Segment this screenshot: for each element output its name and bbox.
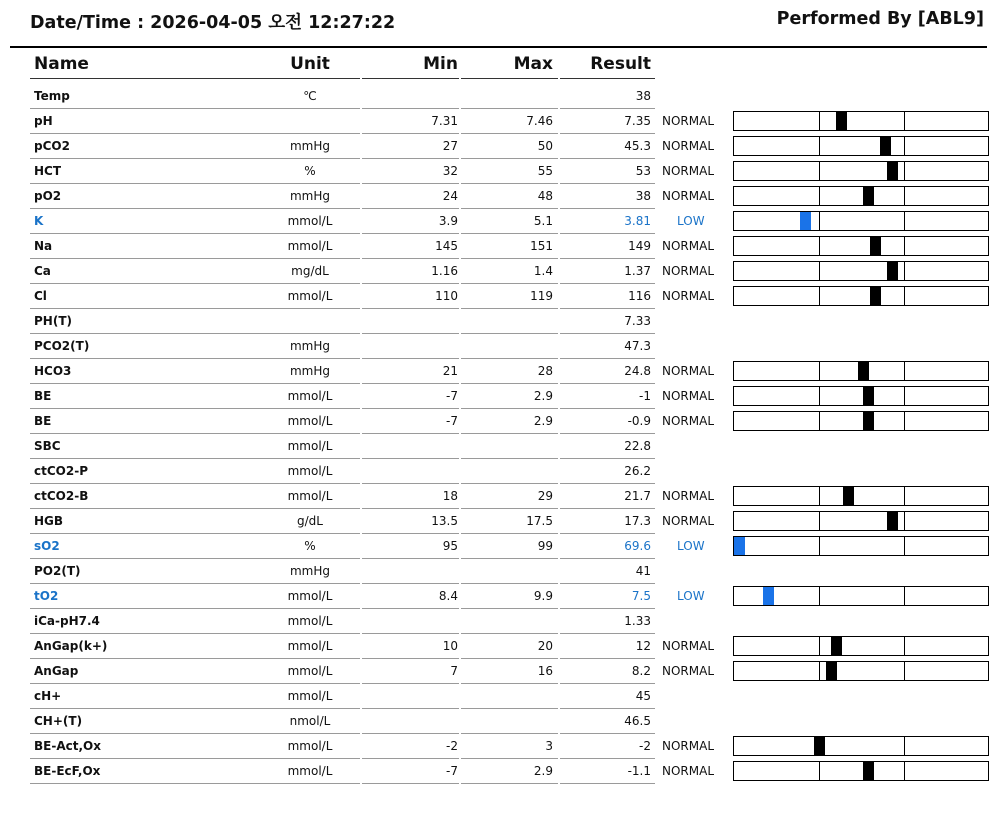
row-unit: mmol/L — [287, 214, 333, 228]
row-unit: mmHg — [289, 564, 331, 578]
row-unit: mmol/L — [287, 239, 333, 253]
range-gauge — [733, 486, 989, 506]
gauge-divider — [819, 112, 820, 130]
gauge-divider — [904, 512, 905, 530]
row-name: Na — [34, 239, 53, 253]
row-unit: mmol/L — [287, 614, 333, 628]
gauge-marker — [870, 237, 881, 255]
row-max: 2.9 — [533, 764, 553, 778]
range-gauge — [733, 236, 989, 256]
row-name: PH(T) — [34, 314, 72, 328]
row-status: NORMAL — [662, 489, 715, 503]
row-result: 45 — [635, 689, 651, 703]
row-result: 1.37 — [624, 264, 651, 278]
row-name: BE — [34, 389, 52, 403]
row-unit: mmHg — [289, 189, 331, 203]
row-status: NORMAL — [662, 764, 715, 778]
row-unit: mmHg — [289, 139, 331, 153]
table-row — [0, 334, 1000, 359]
row-unit: mmol/L — [287, 689, 333, 703]
row-unit: g/dL — [297, 514, 323, 528]
gauge-marker — [863, 187, 874, 205]
gauge-marker — [831, 637, 842, 655]
row-status: NORMAL — [662, 139, 715, 153]
gauge-divider — [904, 237, 905, 255]
range-gauge — [733, 111, 989, 131]
row-min: 145 — [435, 239, 458, 253]
row-max: 7.46 — [526, 114, 553, 128]
row-name: iCa-pH7.4 — [34, 614, 100, 628]
gauge-divider — [904, 587, 905, 605]
table-row — [0, 109, 1000, 134]
table-row — [0, 709, 1000, 734]
row-max: 119 — [530, 289, 553, 303]
gauge-divider — [819, 237, 820, 255]
row-max: 3 — [545, 739, 553, 753]
gauge-divider — [819, 662, 820, 680]
gauge-divider — [819, 387, 820, 405]
gauge-divider — [904, 262, 905, 280]
row-result: 17.3 — [624, 514, 651, 528]
gauge-divider — [819, 362, 820, 380]
row-max: 151 — [530, 239, 553, 253]
column-header-name: Name — [34, 54, 89, 74]
row-name: AnGap(k+) — [34, 639, 108, 653]
gauge-divider — [819, 412, 820, 430]
range-gauge — [733, 736, 989, 756]
report-header — [0, 0, 1000, 46]
row-name: BE — [34, 414, 52, 428]
row-status: NORMAL — [662, 514, 715, 528]
row-min: 1.16 — [431, 264, 458, 278]
gauge-divider — [819, 487, 820, 505]
table-row — [0, 259, 1000, 284]
table-row — [0, 484, 1000, 509]
row-unit: mmol/L — [287, 414, 333, 428]
table-row — [0, 359, 1000, 384]
table-row — [0, 434, 1000, 459]
row-status: NORMAL — [662, 264, 715, 278]
gauge-divider — [819, 162, 820, 180]
gauge-divider — [904, 287, 905, 305]
row-name: tO2 — [34, 589, 59, 603]
table-row — [0, 134, 1000, 159]
gauge-divider — [904, 537, 905, 555]
row-result: 3.81 — [624, 214, 651, 228]
row-unit: mmol/L — [287, 389, 333, 403]
row-min: 7 — [450, 664, 458, 678]
row-max: 9.9 — [533, 589, 553, 603]
gauge-marker — [763, 587, 774, 605]
gauge-divider — [819, 287, 820, 305]
row-name: BE-Act,Ox — [34, 739, 101, 753]
row-status: NORMAL — [662, 289, 715, 303]
row-result: 69.6 — [624, 539, 651, 553]
row-max: 2.9 — [533, 389, 553, 403]
row-name: HCO3 — [34, 364, 72, 378]
gauge-divider — [819, 537, 820, 555]
row-min: 10 — [442, 639, 458, 653]
gauge-divider — [819, 762, 820, 780]
gauge-divider — [904, 137, 905, 155]
gauge-divider — [819, 512, 820, 530]
table-row — [0, 309, 1000, 334]
gauge-marker — [826, 662, 837, 680]
table-row — [0, 409, 1000, 434]
row-result: 24.8 — [624, 364, 651, 378]
gauge-marker — [863, 412, 874, 430]
row-unit: mmol/L — [287, 639, 333, 653]
row-unit: mmol/L — [287, 439, 333, 453]
row-name: K — [34, 214, 44, 228]
gauge-divider — [819, 637, 820, 655]
gauge-divider — [904, 212, 905, 230]
row-unit: mg/dL — [291, 264, 329, 278]
column-header-max: Max — [513, 54, 553, 74]
gauge-marker — [734, 537, 745, 555]
column-header-unit: Unit — [290, 54, 330, 74]
row-min: -2 — [446, 739, 458, 753]
gauge-divider — [819, 212, 820, 230]
row-result: 26.2 — [624, 464, 651, 478]
row-status: NORMAL — [662, 739, 715, 753]
row-min: 18 — [442, 489, 458, 503]
row-max: 48 — [537, 189, 553, 203]
row-result: 38 — [635, 89, 651, 103]
range-gauge — [733, 211, 989, 231]
row-min: 8.4 — [438, 589, 458, 603]
row-result: 12 — [635, 639, 651, 653]
range-gauge — [733, 261, 989, 281]
gauge-marker — [843, 487, 854, 505]
table-row — [0, 159, 1000, 184]
range-gauge — [733, 286, 989, 306]
row-max: 20 — [537, 639, 553, 653]
range-gauge — [733, 161, 989, 181]
gauge-marker — [858, 362, 869, 380]
row-result: 41 — [635, 564, 651, 578]
table-row — [0, 459, 1000, 484]
row-max: 2.9 — [533, 414, 553, 428]
row-unit: mmol/L — [287, 289, 333, 303]
gauge-marker — [836, 112, 847, 130]
row-status: NORMAL — [662, 239, 715, 253]
gauge-marker — [887, 162, 898, 180]
row-result: 47.3 — [624, 339, 651, 353]
range-gauge — [733, 386, 989, 406]
row-unit: mmol/L — [287, 589, 333, 603]
range-gauge — [733, 586, 989, 606]
row-min: 3.9 — [438, 214, 458, 228]
row-max: 99 — [537, 539, 553, 553]
row-name: PCO2(T) — [34, 339, 90, 353]
row-name: Temp — [34, 89, 70, 103]
row-unit: % — [304, 539, 316, 553]
table-row — [0, 659, 1000, 684]
row-unit: mmol/L — [287, 764, 333, 778]
gauge-divider — [904, 187, 905, 205]
row-result: 8.2 — [631, 664, 651, 678]
row-result: 149 — [628, 239, 651, 253]
row-min: 110 — [435, 289, 458, 303]
row-min: 13.5 — [431, 514, 458, 528]
gauge-divider — [904, 762, 905, 780]
row-unit: % — [304, 164, 316, 178]
row-min: 32 — [442, 164, 458, 178]
row-result: 1.33 — [624, 614, 651, 628]
row-unit: mmol/L — [287, 739, 333, 753]
range-gauge — [733, 636, 989, 656]
row-min: -7 — [446, 389, 458, 403]
table-row — [0, 684, 1000, 709]
row-result: 22.8 — [624, 439, 651, 453]
row-name: PO2(T) — [34, 564, 81, 578]
row-result: 7.33 — [624, 314, 651, 328]
gauge-divider — [904, 637, 905, 655]
range-gauge — [733, 761, 989, 781]
row-result: 7.35 — [624, 114, 651, 128]
row-status: NORMAL — [662, 164, 715, 178]
table-row — [0, 209, 1000, 234]
gauge-divider — [904, 487, 905, 505]
row-result: -1.1 — [627, 764, 651, 778]
range-gauge — [733, 661, 989, 681]
row-name: Cl — [34, 289, 47, 303]
row-min: 24 — [442, 189, 458, 203]
row-name: CH+(T) — [34, 714, 83, 728]
row-max: 17.5 — [526, 514, 553, 528]
table-row — [0, 534, 1000, 559]
row-max: 1.4 — [533, 264, 553, 278]
row-status: NORMAL — [662, 639, 715, 653]
row-name: ctCO2-B — [34, 489, 89, 503]
row-divider — [560, 783, 655, 784]
row-result: 53 — [635, 164, 651, 178]
row-name: cH+ — [34, 689, 62, 703]
table-row — [0, 84, 1000, 109]
performed-by-label: Performed By [ABL9] — [776, 9, 984, 29]
row-name: SBC — [34, 439, 61, 453]
row-max: 55 — [537, 164, 553, 178]
header-underline-min — [362, 78, 459, 79]
row-name: pCO2 — [34, 139, 70, 153]
gauge-marker — [887, 262, 898, 280]
table-row — [0, 284, 1000, 309]
row-status: NORMAL — [662, 414, 715, 428]
header-divider — [10, 46, 987, 48]
row-unit: ℃ — [303, 89, 317, 103]
gauge-marker — [863, 762, 874, 780]
gauge-marker — [800, 212, 811, 230]
gauge-divider — [819, 587, 820, 605]
row-status: NORMAL — [662, 389, 715, 403]
row-status: LOW — [677, 214, 705, 228]
row-status: NORMAL — [662, 364, 715, 378]
gauge-divider — [904, 737, 905, 755]
row-name: AnGap — [34, 664, 79, 678]
row-min: 7.31 — [431, 114, 458, 128]
table-row — [0, 759, 1000, 784]
row-name: pH — [34, 114, 53, 128]
table-row — [0, 234, 1000, 259]
table-row — [0, 384, 1000, 409]
gauge-marker — [814, 737, 825, 755]
row-max: 16 — [537, 664, 553, 678]
row-max: 5.1 — [533, 214, 553, 228]
row-name: ctCO2-P — [34, 464, 88, 478]
table-row — [0, 584, 1000, 609]
row-result: 38 — [635, 189, 651, 203]
row-result: 7.5 — [631, 589, 651, 603]
table-row — [0, 184, 1000, 209]
row-result: -1 — [639, 389, 651, 403]
header-underline-result — [560, 78, 655, 79]
column-header-result: Result — [590, 54, 651, 74]
header-underline-max — [461, 78, 558, 79]
row-divider — [30, 783, 360, 784]
gauge-marker — [880, 137, 891, 155]
table-row — [0, 634, 1000, 659]
row-result: -2 — [639, 739, 651, 753]
table-header — [0, 50, 1000, 80]
row-min: -7 — [446, 764, 458, 778]
row-unit: mmHg — [289, 364, 331, 378]
row-status: LOW — [677, 539, 705, 553]
table-row — [0, 559, 1000, 584]
table-row — [0, 509, 1000, 534]
row-unit: mmHg — [289, 339, 331, 353]
row-max: 50 — [537, 139, 553, 153]
gauge-divider — [904, 412, 905, 430]
row-divider — [362, 783, 459, 784]
range-gauge — [733, 361, 989, 381]
range-gauge — [733, 186, 989, 206]
row-result: 116 — [628, 289, 651, 303]
row-unit: mmol/L — [287, 489, 333, 503]
row-name: HCT — [34, 164, 62, 178]
range-gauge — [733, 411, 989, 431]
row-max: 28 — [537, 364, 553, 378]
gauge-divider — [904, 387, 905, 405]
row-result: 45.3 — [624, 139, 651, 153]
row-status: NORMAL — [662, 664, 715, 678]
gauge-divider — [904, 162, 905, 180]
gauge-divider — [904, 112, 905, 130]
row-result: 21.7 — [624, 489, 651, 503]
gauge-marker — [870, 287, 881, 305]
row-name: pO2 — [34, 189, 62, 203]
gauge-divider — [904, 362, 905, 380]
datetime-label: Date/Time : 2026-04-05 오전 12:27:22 — [30, 13, 396, 33]
row-name: Ca — [34, 264, 51, 278]
header-underline-name-unit — [30, 78, 360, 79]
gauge-divider — [819, 187, 820, 205]
table-row — [0, 734, 1000, 759]
row-unit: mmol/L — [287, 664, 333, 678]
row-min: 27 — [442, 139, 458, 153]
row-unit: nmol/L — [289, 714, 331, 728]
gauge-marker — [863, 387, 874, 405]
gauge-divider — [819, 137, 820, 155]
row-min: 95 — [442, 539, 458, 553]
gauge-marker — [887, 512, 898, 530]
row-name: BE-EcF,Ox — [34, 764, 101, 778]
row-min: 21 — [442, 364, 458, 378]
row-result: 46.5 — [624, 714, 651, 728]
row-status: NORMAL — [662, 114, 715, 128]
row-unit: mmol/L — [287, 464, 333, 478]
row-min: -7 — [446, 414, 458, 428]
row-max: 29 — [537, 489, 553, 503]
range-gauge — [733, 511, 989, 531]
row-name: HGB — [34, 514, 64, 528]
gauge-divider — [904, 662, 905, 680]
row-status: NORMAL — [662, 189, 715, 203]
table-row — [0, 609, 1000, 634]
row-divider — [461, 783, 558, 784]
gauge-divider — [819, 262, 820, 280]
range-gauge — [733, 536, 989, 556]
range-gauge — [733, 136, 989, 156]
row-status: LOW — [677, 589, 705, 603]
row-name: sO2 — [34, 539, 60, 553]
column-header-min: Min — [423, 54, 458, 74]
row-result: -0.9 — [627, 414, 651, 428]
